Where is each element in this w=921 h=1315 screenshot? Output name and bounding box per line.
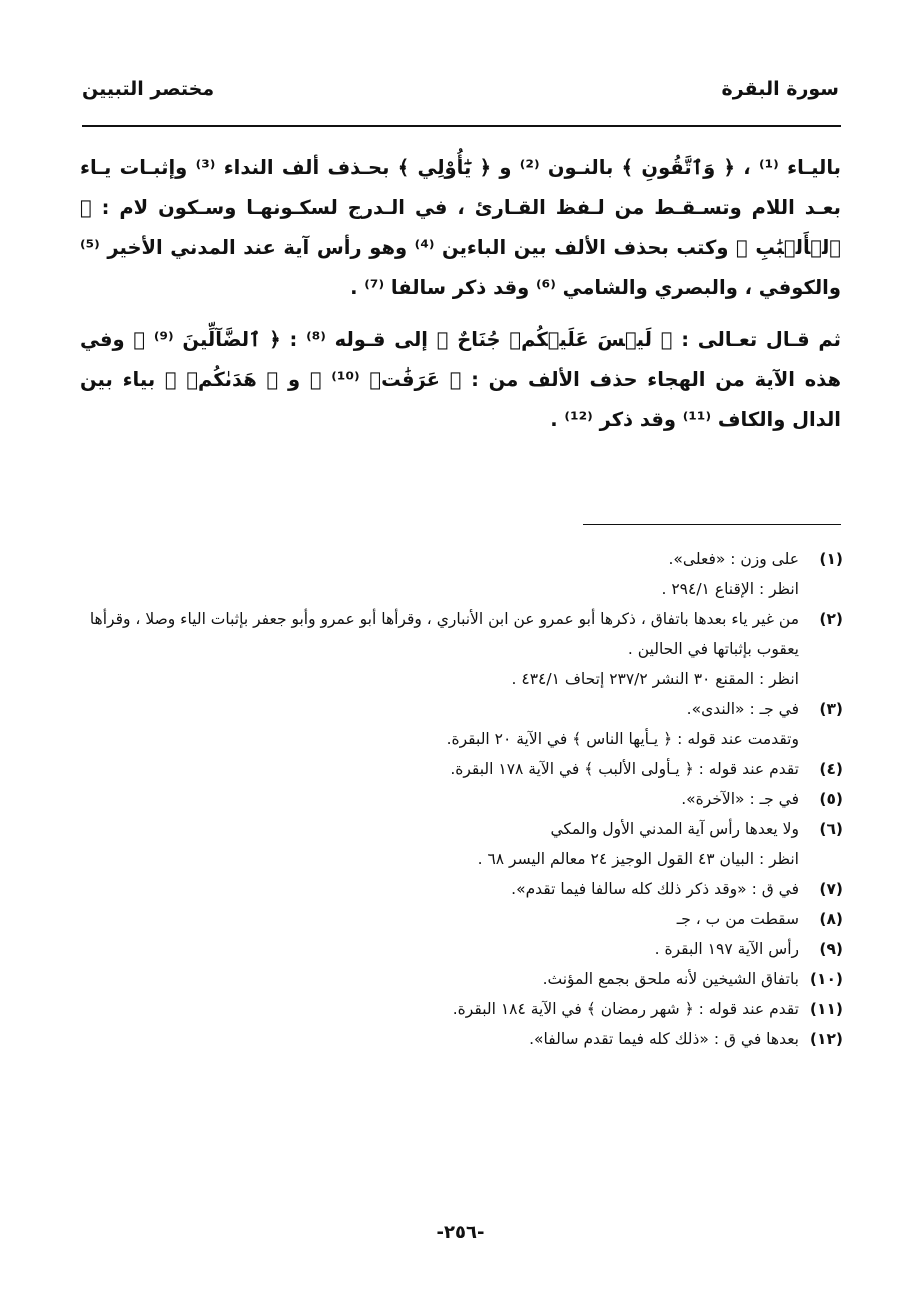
footnote bbox=[80, 994, 843, 1024]
footnote-line: في جـ : «الندى». bbox=[686, 700, 799, 718]
footnote-number: (٦) bbox=[819, 820, 843, 838]
footnote-line: انظر : البيان ٤٣ القول الوجيز ٢٤ معالم اليسر ٦٨ . bbox=[477, 850, 799, 868]
footnote-number: (٤) bbox=[819, 760, 843, 778]
footnote-number: (٢) bbox=[819, 610, 843, 628]
footnote-line: سقطت من ب ، جـ bbox=[676, 910, 799, 928]
footnote bbox=[80, 964, 843, 994]
footnote-line: انظر : المقنع ٣٠ النشر ٢٣٧/٢ إتحاف ٤٣٤/١ . bbox=[511, 670, 799, 688]
footnote-number: (٩) bbox=[819, 940, 843, 958]
page-number: -٢٥٦- bbox=[436, 1222, 485, 1243]
footnote bbox=[80, 784, 843, 814]
footnote bbox=[80, 874, 843, 904]
footnote-number: (١) bbox=[819, 550, 843, 568]
footnote-number: (١٠) bbox=[809, 970, 843, 988]
footnote-line: على وزن : «فعلى». bbox=[668, 550, 799, 568]
paragraph-1: باليـاء ⁽¹⁾ ، ﴿ وَٱتَّقُونِ ﴾ بالنـون ⁽²⁾ و ﴿ يَٰٓأُوْلِي ﴾ بحـذف ألف النداء ⁽³⁾ وإثبـات يـاء بعـد اللام وتسـقـط من لـفظ القـارئ ، في الـدرج لسكـونهـا وسـكون لام : ﴿ ٱلۡأَلۡبَٰبِ ﴾ وكتب بحذف الألف بين الباءين ⁽⁴⁾ وهو رأس آية عند المدني الأخير ⁽⁵⁾ والكوفي ، والبصري والشامي ⁽⁶⁾ وقد ذكر سالفا ⁽⁷⁾ . bbox=[80, 156, 842, 299]
header-rule bbox=[82, 125, 841, 127]
footnote-number: (٣) bbox=[819, 700, 843, 718]
footnote bbox=[80, 544, 843, 604]
footnote-number: (١١) bbox=[809, 1000, 843, 1018]
footnote-number: (٨) bbox=[819, 910, 843, 928]
footnote-line: ولا يعدها رأس آية المدني الأول والمكي bbox=[550, 820, 799, 838]
footnote-line: في ق : «وقد ذكر ذلك كله سالفا فيما تقدم». bbox=[511, 880, 799, 898]
footnote-line: تقدم عند قوله : ﴿ شهر رمضان ﴾ في الآية ١٨٤ البقرة. bbox=[452, 1000, 799, 1018]
paragraph-2: ثم قـال تعـالى : ﴿ لَيۡسَ عَلَيۡكُمۡ جُنَاحٌ ﴾ إلى قـوله ⁽⁸⁾ : ﴿ ٱلضَّآلِّينَ ⁽⁹⁾ ﴾ وفي هذه الآية من الهجاء حذف الألف من : ﴿ عَرَفَٰتٖ ⁽¹⁰⁾ ﴾ و ﴿ هَدَىٰكُمۡ ﴾ بياء بين الدال والكاف ⁽¹¹⁾ وقد ذكر ⁽¹²⁾ . bbox=[80, 328, 841, 431]
footnote-line: تقدم عند قوله : ﴿ يـأولى الألبب ﴾ في الآية ١٧٨ البقرة. bbox=[450, 760, 799, 778]
footnote-separator bbox=[583, 524, 841, 525]
footnote bbox=[80, 694, 843, 754]
footnote bbox=[80, 1024, 843, 1054]
footnote bbox=[80, 904, 843, 934]
footnote-line: في جـ : «الآخرة». bbox=[681, 790, 799, 808]
footnote bbox=[80, 814, 843, 874]
page-header bbox=[82, 78, 839, 100]
footnote bbox=[80, 934, 843, 964]
footnote bbox=[80, 754, 843, 784]
footnote-line: من غير ياء بعدها باتفاق ، ذكرها أبو عمرو عن ابن الأنباري ، وقرأها أبو عمرو وأبو جعفر بإثبات الياء وصلا ، وقرأها يعقوب بإثباتها في الحالين . bbox=[89, 610, 799, 658]
footnote-line: باتفاق الشيخين لأنه ملحق بجمع المؤنث. bbox=[542, 970, 799, 988]
footnote-line: رأس الآية ١٩٧ البقرة . bbox=[654, 940, 799, 958]
footnote-line: وتقدمت عند قوله : ﴿ يـأيها الناس ﴾ في الآية ٢٠ البقرة. bbox=[446, 730, 799, 748]
footnote-number: (٧) bbox=[819, 880, 843, 898]
main-text bbox=[80, 148, 841, 452]
footnote-line: انظر : الإقناع ٢٩٤/١ . bbox=[661, 580, 799, 598]
footnote bbox=[80, 604, 843, 694]
footnote-line: بعدها في ق : «ذلك كله فيما تقدم سالفا». bbox=[529, 1030, 799, 1048]
footnote-number: (٥) bbox=[819, 790, 843, 808]
book-title: مختصر التبيين bbox=[82, 78, 215, 100]
surah-title: سورة البقرة bbox=[721, 78, 839, 100]
footnote-number: (١٢) bbox=[809, 1030, 843, 1048]
footnotes bbox=[80, 544, 843, 1054]
